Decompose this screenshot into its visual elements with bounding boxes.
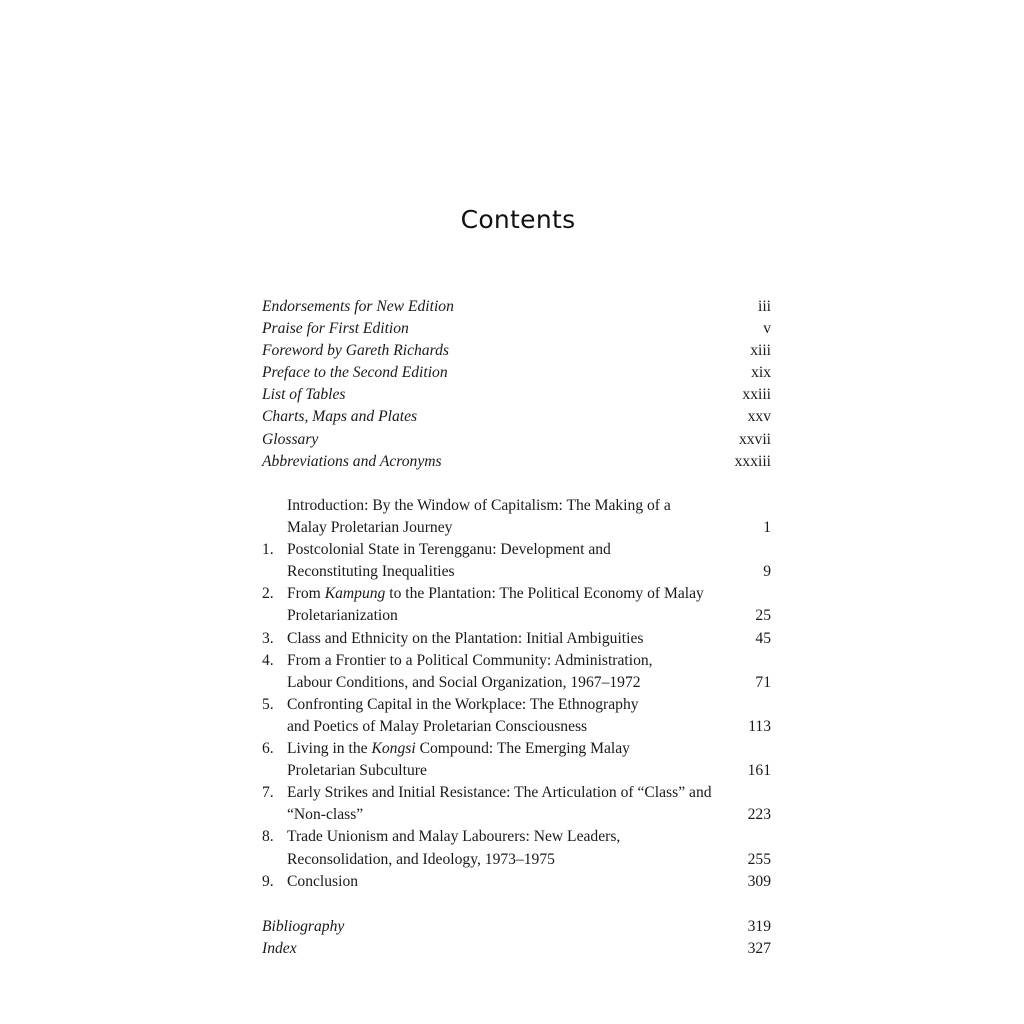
- chapter-number: 3.: [262, 629, 274, 647]
- toc-entry-title: Preface to the Second Edition: [262, 364, 448, 382]
- toc-entry-page: xxvii: [738, 430, 771, 448]
- chapter-entry-1[interactable]: [262, 539, 771, 583]
- toc-entry[interactable]: [262, 916, 771, 938]
- chapter-page: 161: [747, 762, 771, 780]
- toc-entry[interactable]: [262, 384, 771, 406]
- chapter-entry-8[interactable]: [262, 826, 771, 870]
- chapter-title-part: to the Plantation: The Political Economy of Malay: [385, 585, 704, 603]
- toc-entry[interactable]: [262, 362, 771, 384]
- toc-entry-page: xxv: [747, 408, 771, 426]
- chapter-entry-7[interactable]: [262, 782, 771, 826]
- chapter-page: 9: [763, 563, 771, 581]
- chapter-title-line: Labour Conditions, and Social Organization, 1967–1972: [287, 673, 641, 691]
- chapter-title-line: Malay Proletarian Journey: [287, 519, 453, 537]
- toc-entry[interactable]: [262, 318, 771, 340]
- toc-entry-title: List of Tables: [262, 386, 346, 404]
- chapter-page: 255: [747, 850, 771, 868]
- toc-entry-page: xix: [751, 364, 771, 382]
- chapter-entry-3[interactable]: [262, 628, 771, 650]
- toc-entry-page: xiii: [750, 342, 771, 360]
- chapter-page: 45: [755, 629, 771, 647]
- chapter-page: 223: [747, 806, 771, 824]
- chapter-title-line: Proletarian Subculture: [287, 762, 427, 780]
- toc-entry-title: Foreword by Gareth Richards: [262, 342, 449, 360]
- chapter-entry-5[interactable]: [262, 694, 771, 738]
- toc-entry-page: 319: [747, 918, 771, 935]
- chapter-number: 9.: [262, 872, 274, 890]
- chapter-title-line: “Non-class”: [287, 806, 364, 824]
- chapter-title-line: Reconsolidation, and Ideology, 1973–1975: [287, 850, 555, 868]
- chapter-title-line: Conclusion: [287, 872, 359, 890]
- chapter-title-line: Postcolonial State in Terengganu: Development and: [287, 541, 611, 559]
- toc-entry-title: Index: [262, 940, 297, 958]
- chapter-title-line: and Poetics of Malay Proletarian Consciousness: [287, 717, 588, 735]
- page-title: Contents: [460, 205, 576, 234]
- chapter-page: 113: [748, 717, 771, 735]
- chapter-number: [262, 495, 287, 539]
- chapter-title-line: Confronting Capital in the Workplace: The Ethnography: [287, 695, 639, 713]
- toc-entry[interactable]: [262, 429, 771, 451]
- toc-entry[interactable]: [262, 938, 771, 960]
- chapter-number: 8.: [262, 828, 274, 846]
- chapter-title-line: From a Frontier to a Political Community: Administration,: [287, 651, 653, 669]
- chapter-number: 4.: [262, 651, 274, 669]
- chapter-page: 25: [755, 607, 771, 625]
- toc-entry[interactable]: [262, 296, 771, 318]
- toc-entry[interactable]: [262, 340, 771, 362]
- chapter-list: [262, 495, 771, 893]
- chapter-title-line: Class and Ethnicity on the Plantation: Initial Ambiguities: [287, 629, 644, 647]
- front-matter-list: [262, 296, 771, 473]
- toc-entry-title: Praise for First Edition: [262, 320, 409, 338]
- chapter-title-italic: Kampung: [324, 585, 386, 603]
- chapter-number: 2.: [262, 585, 274, 603]
- chapter-title-line: [287, 738, 771, 760]
- chapter-title-line: Introduction: By the Window of Capitalism: The Making of a: [287, 497, 671, 514]
- toc-entry-page: xxxiii: [734, 452, 771, 470]
- toc-entry-title: Abbreviations and Acronyms: [262, 452, 442, 470]
- chapter-number: 6.: [262, 740, 274, 758]
- back-matter-list: [262, 916, 771, 960]
- chapter-title-part: From: [287, 585, 325, 603]
- toc-entry-title: Glossary: [262, 430, 319, 448]
- chapter-page: 71: [755, 673, 771, 691]
- toc-entry-page: v: [763, 320, 771, 338]
- chapter-page: 309: [747, 872, 771, 890]
- chapter-page: 1: [763, 519, 771, 537]
- chapter-entry-6[interactable]: [262, 738, 771, 782]
- chapter-entry-2[interactable]: [262, 583, 771, 627]
- chapter-number: 5.: [262, 695, 274, 713]
- chapter-title-italic: Kongsi: [371, 740, 416, 758]
- chapter-title-part: Compound: The Emerging Malay: [415, 740, 630, 758]
- chapter-title-line: Reconstituting Inequalities: [287, 563, 455, 581]
- chapter-entry-introduction[interactable]: [262, 495, 771, 539]
- toc-entry-title: Endorsements for New Edition: [262, 298, 454, 315]
- toc-entry-page: 327: [747, 940, 771, 958]
- toc-entry[interactable]: [262, 451, 771, 473]
- chapter-title-line: Proletarianization: [287, 607, 398, 625]
- chapter-number: 7.: [262, 784, 274, 802]
- chapter-number: 1.: [262, 541, 274, 559]
- chapter-title-line: Early Strikes and Initial Resistance: The Articulation of “Class” and: [287, 784, 712, 802]
- toc-entry-title: Bibliography: [262, 918, 345, 935]
- chapter-title-line: Trade Unionism and Malay Labourers: New Leaders,: [287, 828, 621, 846]
- chapter-title-line: [287, 583, 771, 605]
- toc-entry[interactable]: [262, 406, 771, 428]
- chapter-entry-9[interactable]: [262, 871, 771, 893]
- toc-entry-page: iii: [758, 298, 771, 315]
- chapter-title-part: Living in the: [287, 740, 372, 758]
- chapter-entry-4[interactable]: [262, 650, 771, 694]
- toc-entry-title: Charts, Maps and Plates: [262, 408, 418, 426]
- toc-entry-page: xxiii: [742, 386, 771, 404]
